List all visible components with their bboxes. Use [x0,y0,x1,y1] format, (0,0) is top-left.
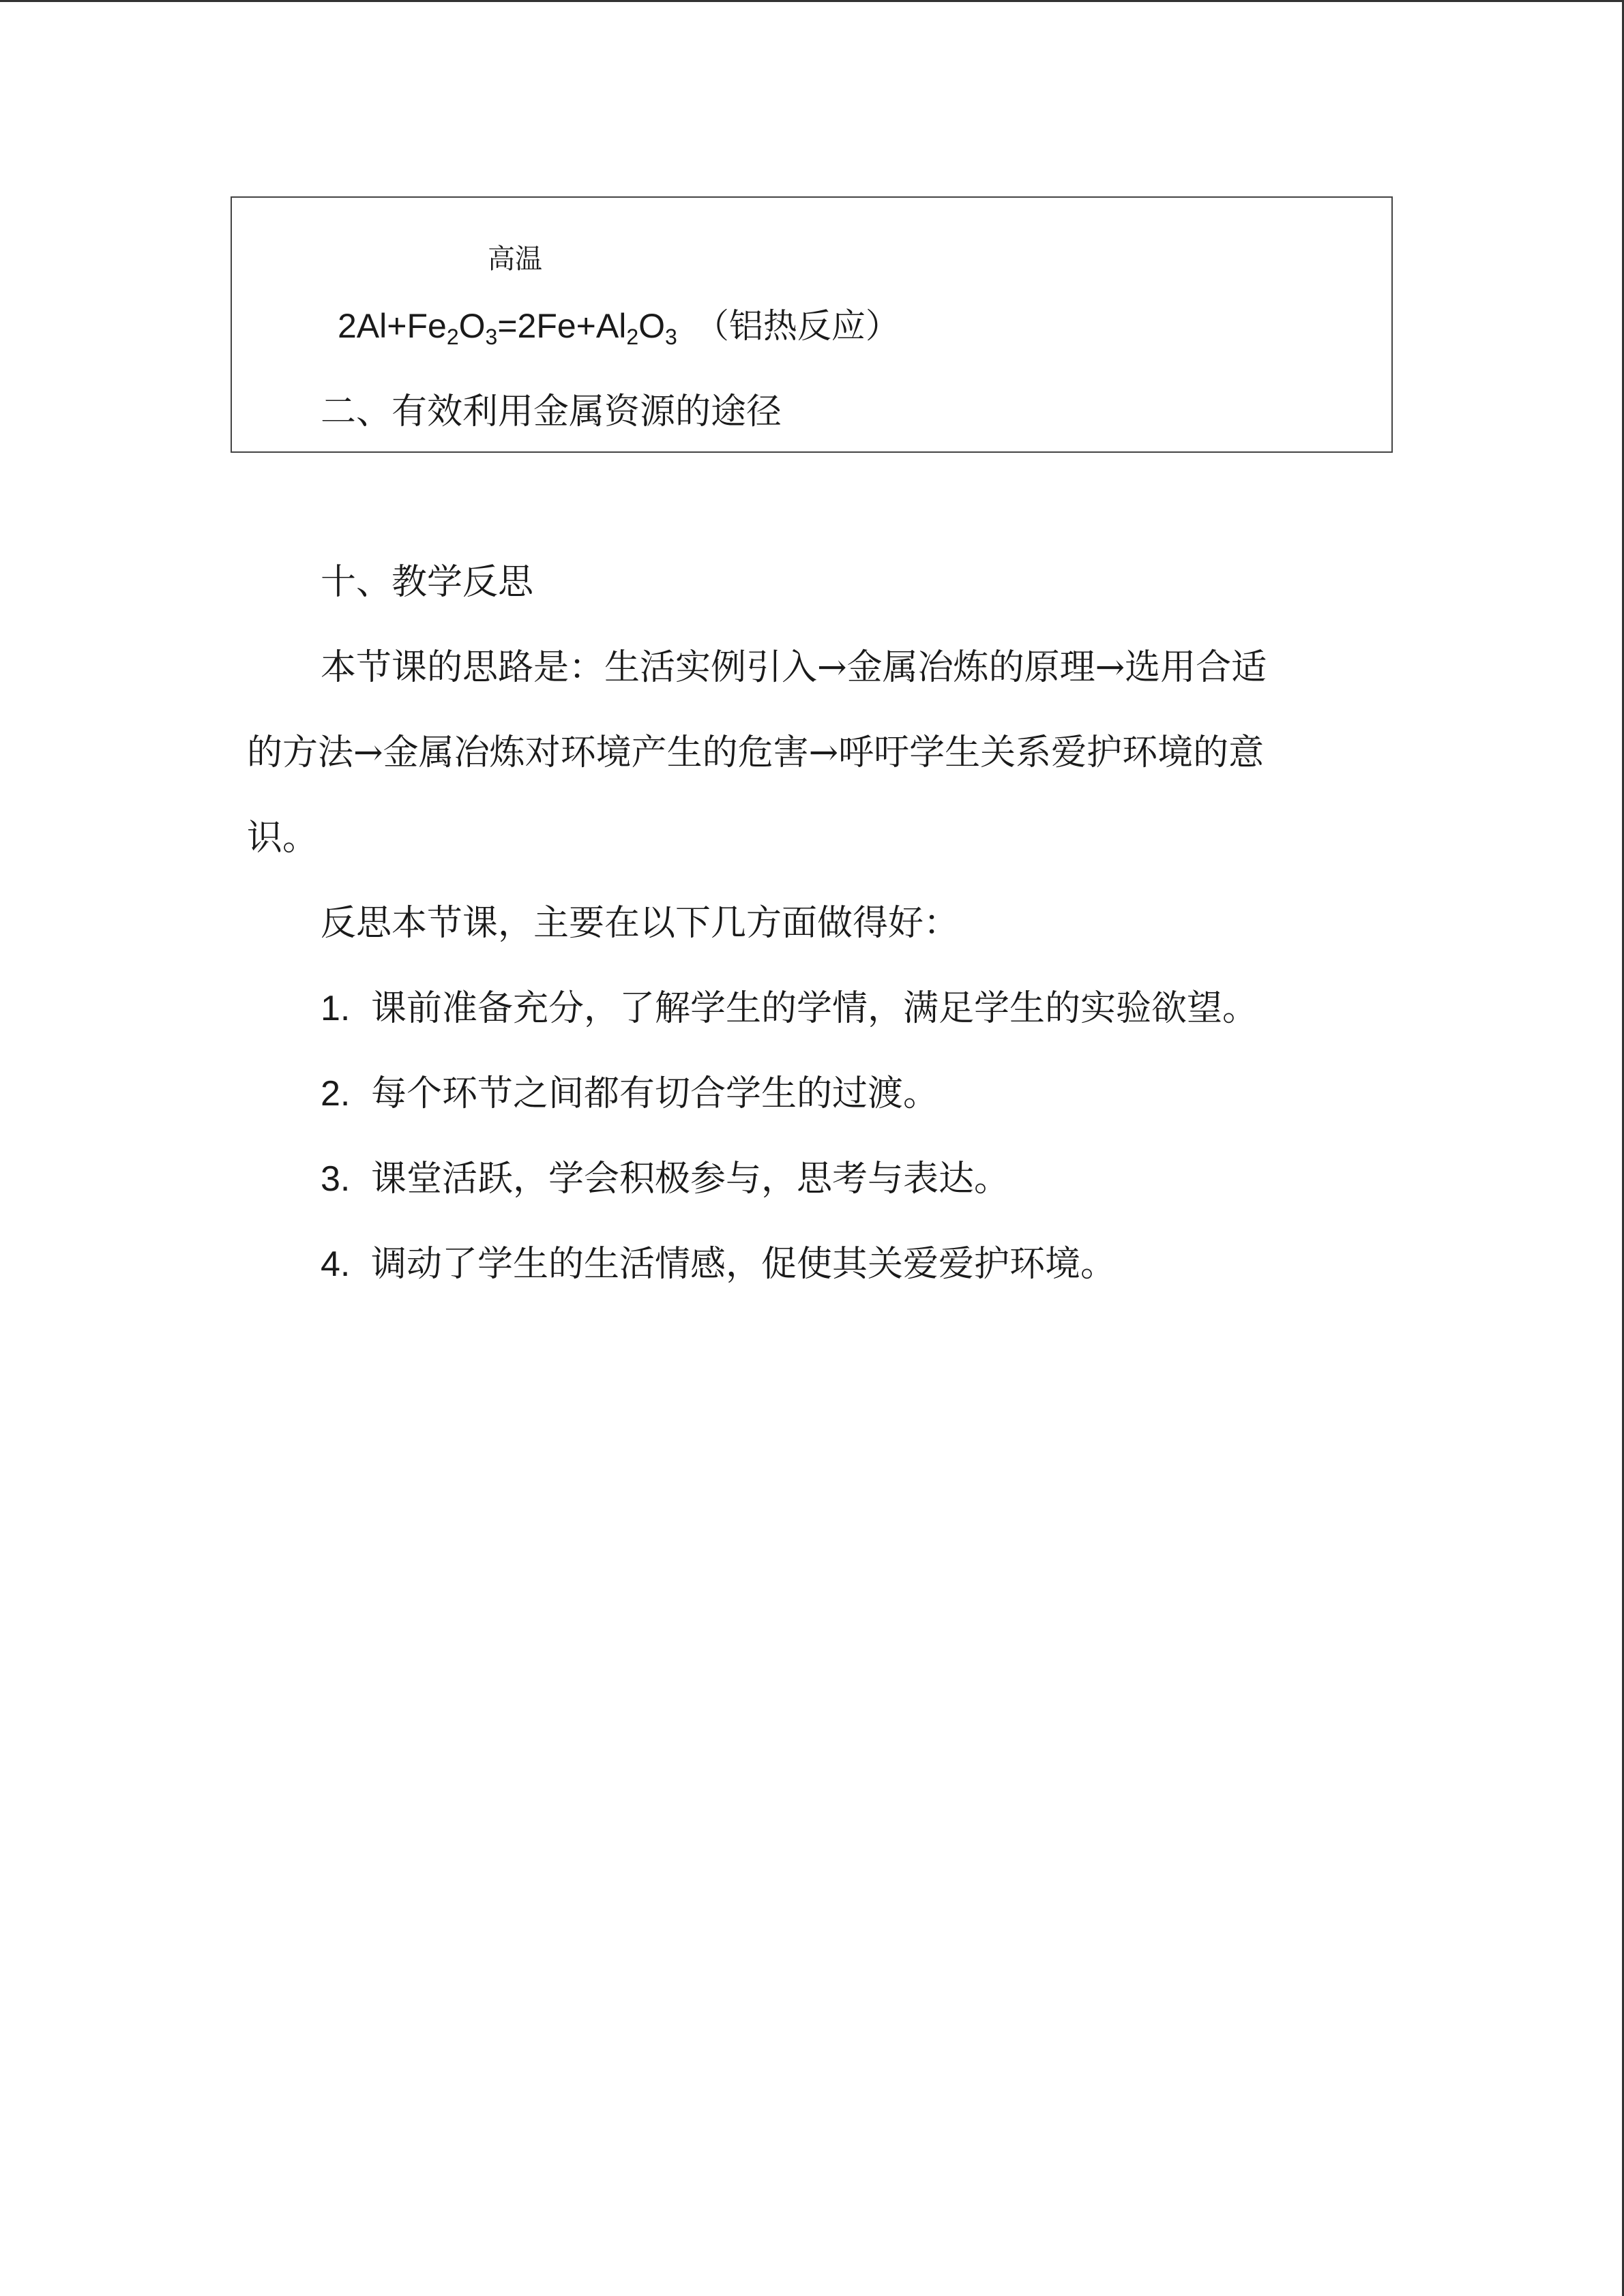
list-item-number: 4. [321,1244,351,1284]
list-item-text: 课堂活跃，学会积极参与，思考与表达。 [371,1159,1010,1199]
list-item-number: 1. [321,989,351,1028]
list-item-text: 每个环节之间都有切合学生的过渡。 [371,1073,939,1114]
page-top-border [0,0,1624,2]
reflection-paragraph-line-2: 的方法→金属冶炼对环境产生的危害→呼吁学生关系爱护环境的意 [247,732,1265,773]
equation-note: （铝热反应） [694,306,900,346]
thermite-equation [338,301,900,351]
list-item [321,1069,939,1118]
list-item [321,1240,1116,1289]
list-item [321,1154,1009,1204]
reflection-paragraph-line-1: 本节课的思路是：生活实例引入→金属冶炼的原理→选用合适 [321,647,1267,688]
section-heading-metal-resources: 二、有效利用金属资源的途径 [321,391,782,432]
list-item-number: 3. [321,1159,351,1199]
list-item-text: 调动了学生的生活情感，促使其关爱爱护环境。 [371,1244,1117,1285]
list-item-text: 课前准备充分，了解学生的学情，满足学生的实验欲望。 [371,988,1258,1029]
reflection-paragraph-line-3: 识。 [247,818,319,859]
equation-formula: $2Al+Fe_2O_3=2Fe+Al_2O_3$ [338,307,677,349]
list-item-number: 2. [321,1074,351,1114]
list-item [321,984,1258,1033]
reflection-intro: 反思本节课，主要在以下几方面做得好： [321,903,960,944]
reflection-heading: 十、教学反思 [321,562,534,603]
reaction-condition: 高温 [488,243,542,275]
